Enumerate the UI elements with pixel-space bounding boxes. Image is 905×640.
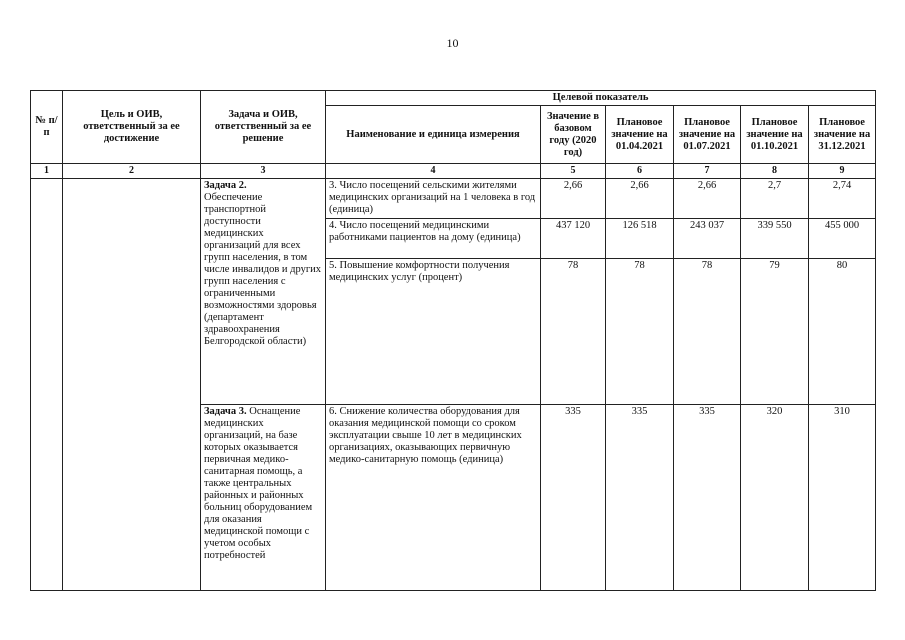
header-plan-q2: Плановое значение на 01.07.2021 (674, 106, 741, 164)
column-number: 8 (741, 164, 809, 179)
column-number: 1 (31, 164, 63, 179)
plan-value-q3: 320 (741, 405, 809, 591)
plan-value-q2: 2,66 (674, 179, 741, 219)
plan-value-q4: 2,74 (809, 179, 876, 219)
plan-value-q1: 78 (606, 259, 674, 405)
header-plan-q1: Плановое значение на 01.04.2021 (606, 106, 674, 164)
goal-cell (63, 179, 201, 591)
base-value: 335 (541, 405, 606, 591)
header-plan-q4: Плановое значение на 31.12.2021 (809, 106, 876, 164)
indicator-name: 3. Число посещений сельскими жителями медицинских организаций на 1 человека в год (единица) (326, 179, 541, 219)
task-3-text: Оснащение медицинских организаций, на базе которых оказывается первичная медико-санитарная помощь, а также центральных районных и районных больниц оборудованием для оказания медицинской помощи с учетом особых потребностей (204, 406, 313, 561)
plan-value-q2: 243 037 (674, 219, 741, 259)
header-number: № п/п (31, 91, 63, 164)
column-number: 6 (606, 164, 674, 179)
column-number: 4 (326, 164, 541, 179)
target-indicators-table (30, 90, 876, 591)
header-plan-q3: Плановое значение на 01.10.2021 (741, 106, 809, 164)
task-3-label: Задача 3. (204, 406, 247, 417)
number-cell (31, 179, 63, 591)
task-3-cell (201, 405, 326, 591)
plan-value-q4: 80 (809, 259, 876, 405)
column-number: 7 (674, 164, 741, 179)
task-2-text: Обеспечение транспортной доступности медицинских организаций для всех групп населения, в том числе инвалидов и других групп населения с ограниченными возможностями здоровья (департамент здравоохранения Белгородской области) (204, 192, 322, 347)
plan-value-q3: 339 550 (741, 219, 809, 259)
plan-value-q2: 78 (674, 259, 741, 405)
indicator-name: 5. Повышение комфортности получения медицинских услуг (процент) (326, 259, 541, 405)
column-number: 5 (541, 164, 606, 179)
plan-value-q1: 335 (606, 405, 674, 591)
table-row (31, 179, 876, 219)
indicator-name: 4. Число посещений медицинскими работниками пациентов на дому (единица) (326, 219, 541, 259)
column-number: 2 (63, 164, 201, 179)
task-2-label: Задача 2. (204, 180, 247, 191)
indicator-name: 6. Снижение количества оборудования для оказания медицинской помощи со сроком эксплуатации свыше 10 лет в медицинских организациях, оказывающих первичную медико-санитарную помощь (единица) (326, 405, 541, 591)
column-numbers-row (31, 164, 876, 179)
column-number: 9 (809, 164, 876, 179)
base-value: 2,66 (541, 179, 606, 219)
header-task: Задача и ОИВ, ответственный за ее решение (201, 91, 326, 164)
header-base-value: Значение в базовом году (2020 год) (541, 106, 606, 164)
plan-value-q1: 126 518 (606, 219, 674, 259)
plan-value-q4: 455 000 (809, 219, 876, 259)
plan-value-q1: 2,66 (606, 179, 674, 219)
plan-value-q4: 310 (809, 405, 876, 591)
base-value: 437 120 (541, 219, 606, 259)
header-target-indicator: Целевой показатель (326, 91, 876, 106)
header-indicator-name: Наименование и единица измерения (326, 106, 541, 164)
plan-value-q3: 2,7 (741, 179, 809, 219)
base-value: 78 (541, 259, 606, 405)
task-2-cell (201, 179, 326, 405)
header-goal: Цель и ОИВ, ответственный за ее достижение (63, 91, 201, 164)
plan-value-q2: 335 (674, 405, 741, 591)
column-number: 3 (201, 164, 326, 179)
page-number: 10 (446, 36, 459, 50)
plan-value-q3: 79 (741, 259, 809, 405)
